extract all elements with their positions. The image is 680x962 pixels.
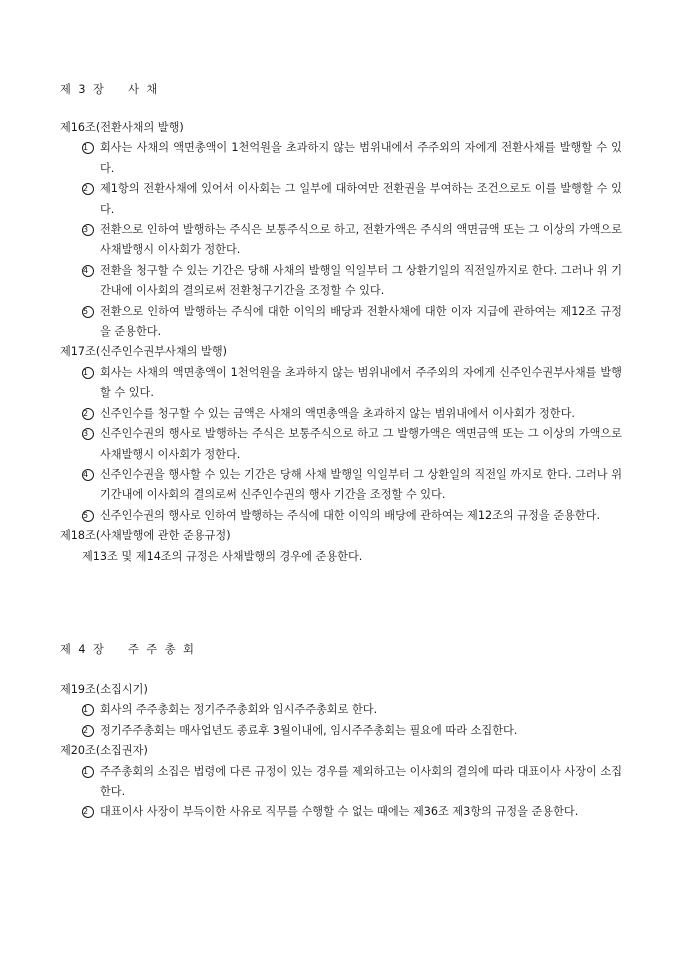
article-20-item-2 bbox=[60, 802, 622, 822]
item-text: 전환으로 인하여 발행하는 주식에 대한 이익의 배당과 전환사채에 대한 이자 지급에 관하여는 제12조 규정을 준용한다. bbox=[100, 304, 622, 339]
circled-number: 2 bbox=[82, 725, 94, 737]
circled-number: 1 bbox=[82, 142, 94, 154]
circled-number: 3 bbox=[82, 224, 94, 236]
article-16-item-1 bbox=[60, 138, 622, 179]
item-text: 정기주주총회는 매사업년도 종료후 3월이내에, 임시주주총회는 필요에 따라 소집한다. bbox=[100, 723, 518, 737]
circled-number: 4 bbox=[82, 265, 94, 277]
article-16-item-3 bbox=[60, 220, 622, 261]
article-18-title: 제18조(사채발행에 관한 준용규정) bbox=[60, 529, 231, 543]
chapter-4-heading: 제 4 장 주 주 총 회 bbox=[60, 643, 196, 656]
circled-number: 5 bbox=[82, 510, 94, 522]
chapter-3-heading: 제 3 장 사 채 bbox=[60, 83, 160, 96]
circled-number: 1 bbox=[82, 766, 94, 778]
article-19-item-1 bbox=[60, 700, 622, 720]
item-text: 회사의 주주총회는 정기주주총회와 임시주주총회로 한다. bbox=[100, 703, 378, 717]
article-18-body: 제13조 및 제14조의 규정은 사채발행의 경우에 준용한다. bbox=[82, 549, 363, 563]
item-text: 주주총회의 소집은 법령에 다른 규정이 있는 경우를 제외하고는 이사회의 결의에 따라 대표이사 사장이 소집한다. bbox=[100, 764, 622, 799]
article-16-item-5 bbox=[60, 302, 622, 343]
article-17-title: 제17조(신주인수권부사채의 발행) bbox=[60, 345, 228, 359]
item-text: 회사는 사채의 액면총액이 1천억원을 초과하지 않는 범위내에서 주주외의 자에게 신주인수권부사채를 발행할 수 있다. bbox=[100, 365, 622, 400]
article-20-title: 제20조(소집권자) bbox=[60, 744, 148, 758]
item-text: 전환으로 인하여 발행하는 주식은 보통주식으로 하고, 전환가액은 주식의 액면금액 또는 그 이상의 가액으로 사채발행시 이사회가 정한다. bbox=[100, 223, 622, 257]
article-19-20 bbox=[60, 680, 622, 823]
article-16 bbox=[60, 118, 622, 567]
circled-number: 4 bbox=[82, 469, 94, 481]
article-16-title: 제16조(전환사채의 발행) bbox=[60, 121, 184, 134]
circled-number: 5 bbox=[82, 306, 94, 318]
article-16-item-4 bbox=[60, 261, 622, 302]
item-text: 신주인수권의 행사로 인하여 발행하는 주식에 대한 이익의 배당에 관하여는 제12조의 규정을 준용한다. bbox=[100, 508, 601, 522]
item-text: 대표이사 사장이 부득이한 사유로 직무를 수행할 수 없는 때에는 제36조 제3항의 규정을 준용한다. bbox=[100, 805, 579, 819]
article-16-item-2 bbox=[60, 179, 622, 220]
circled-number: 2 bbox=[82, 806, 94, 818]
item-text: 제1항의 전환사채에 있어서 이사회는 그 일부에 대하여만 전환권을 부여하는 조건으로도 이를 발행할 수 있다. bbox=[100, 182, 622, 216]
article-17-item-1 bbox=[60, 363, 622, 404]
item-text: 신주인수권을 행사할 수 있는 기간은 당해 사채 발행일 익일부터 그 상환일의 직전일 까지로 한다. 그러나 위 기간내에 이사회의 결의로써 신주인수권의 행사 기간을 조정할 수 있다. bbox=[100, 467, 622, 502]
circled-number: 2 bbox=[82, 183, 94, 195]
article-17-item-2 bbox=[60, 404, 622, 424]
circled-number: 1 bbox=[82, 704, 94, 716]
article-19-title: 제19조(소집시기) bbox=[60, 683, 148, 696]
article-17-item-3 bbox=[60, 424, 622, 465]
circled-number: 2 bbox=[82, 408, 94, 420]
circled-number: 1 bbox=[82, 367, 94, 379]
item-text: 전환을 청구할 수 있는 기간은 당해 사채의 발행일 익일부터 그 상환기일의 직전일까지로 한다. 그러나 위 기간내에 이사회의 결의로써 전환청구기간을 조정할 수 있다. bbox=[100, 263, 622, 298]
article-19-item-2 bbox=[60, 721, 622, 741]
circled-number: 3 bbox=[82, 428, 94, 440]
item-text: 회사는 사채의 액면총액이 1천억원을 초과하지 않는 범위내에서 주주외의 자에게 전환사채를 발행할 수 있다. bbox=[100, 141, 622, 175]
item-text: 신주인수를 청구할 수 있는 금액은 사채의 액면총액을 초과하지 않는 범위내에서 이사회가 정한다. bbox=[100, 406, 575, 420]
item-text: 신주인수권의 행사로 발행하는 주식은 보통주식으로 하고 그 발행가액은 액면금액 또는 그 이상의 가액으로 사채발행시 이사회가 정한다. bbox=[100, 427, 622, 461]
article-17-item-4 bbox=[60, 465, 622, 506]
article-17-item-5 bbox=[60, 506, 622, 526]
article-20-item-1 bbox=[60, 762, 622, 803]
